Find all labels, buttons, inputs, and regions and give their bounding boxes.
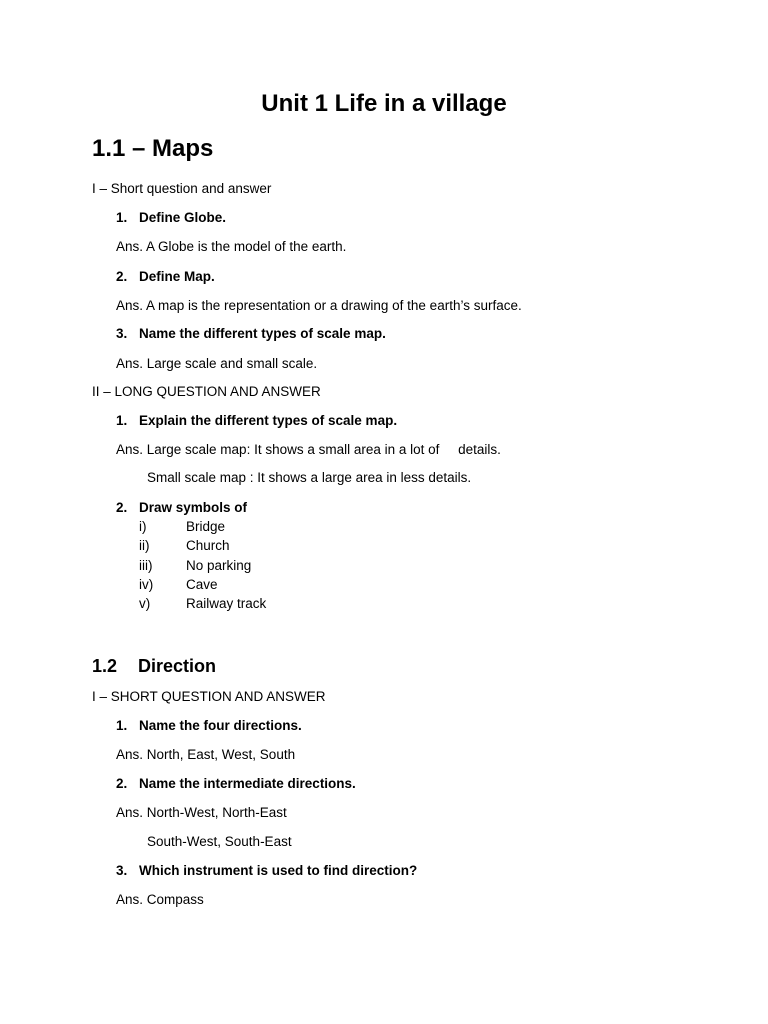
question-number: 3. — [116, 326, 128, 341]
part-heading-long-qa: II – LONG QUESTION AND ANSWER — [92, 384, 321, 399]
direction-answer-2-line-2: South-West, South-East — [147, 834, 292, 849]
question-number: 1. — [116, 718, 128, 733]
direction-answer-1: Ans. North, East, West, South — [116, 747, 296, 762]
direction-question-2 — [116, 775, 356, 793]
question-text: Draw symbols of — [139, 500, 248, 515]
symbol-numeral: iv) — [139, 577, 154, 592]
question-text: Name the different types of scale map. — [139, 326, 386, 341]
section-heading-maps: 1.1 – Maps — [92, 135, 214, 162]
question-3 — [116, 325, 386, 343]
section-title: Direction — [138, 656, 217, 676]
symbol-numeral: iii) — [139, 558, 153, 573]
question-number: 2. — [116, 500, 128, 515]
long-question-1 — [116, 412, 397, 430]
direction-question-1 — [116, 717, 302, 735]
question-number: 2. — [116, 776, 128, 791]
answer-3: Ans. Large scale and small scale. — [116, 356, 318, 371]
question-number: 2. — [116, 269, 128, 284]
question-number: 1. — [116, 210, 128, 225]
direction-answer-3: Ans. Compass — [116, 892, 204, 907]
long-answer-1-line-2: Small scale map : It shows a large area in less details. — [147, 470, 472, 485]
page-title: Unit 1 Life in a village — [261, 90, 507, 117]
part-heading-short-qa: I – Short question and answer — [92, 181, 272, 196]
question-text: Define Map. — [139, 269, 215, 284]
long-question-2 — [116, 499, 247, 517]
symbol-item — [139, 595, 266, 613]
part-heading-short-qa: I – SHORT QUESTION AND ANSWER — [92, 689, 326, 704]
symbol-label: Church — [186, 538, 230, 553]
symbol-numeral: ii) — [139, 538, 150, 553]
symbol-label: Railway track — [186, 596, 267, 611]
symbol-label: Bridge — [186, 519, 226, 534]
question-text: Which instrument is used to find direction? — [139, 863, 418, 878]
symbol-numeral: i) — [139, 519, 147, 534]
direction-question-3 — [116, 862, 417, 880]
symbol-numeral: v) — [139, 596, 151, 611]
section-heading-direction — [92, 655, 216, 677]
symbol-item — [139, 576, 218, 594]
answer-1: Ans. A Globe is the model of the earth. — [116, 239, 347, 254]
question-text: Define Globe. — [139, 210, 227, 225]
symbol-item — [139, 518, 225, 536]
symbol-item — [139, 557, 251, 575]
direction-answer-2-line-1: Ans. North-West, North-East — [116, 805, 287, 820]
question-number: 1. — [116, 413, 128, 428]
answer-2: Ans. A map is the representation or a drawing of the earth’s surface. — [116, 298, 522, 313]
symbol-label: Cave — [186, 577, 218, 592]
symbol-item — [139, 537, 230, 555]
question-2 — [116, 268, 215, 286]
long-answer-1-line-1: Ans. Large scale map: It shows a small area in a lot of details. — [116, 442, 501, 457]
symbol-label: No parking — [186, 558, 252, 573]
question-text: Name the four directions. — [139, 718, 302, 733]
question-1 — [116, 209, 226, 227]
question-text: Name the intermediate directions. — [139, 776, 356, 791]
question-number: 3. — [116, 863, 128, 878]
section-number: 1.2 — [92, 656, 118, 676]
question-text: Explain the different types of scale map. — [139, 413, 398, 428]
